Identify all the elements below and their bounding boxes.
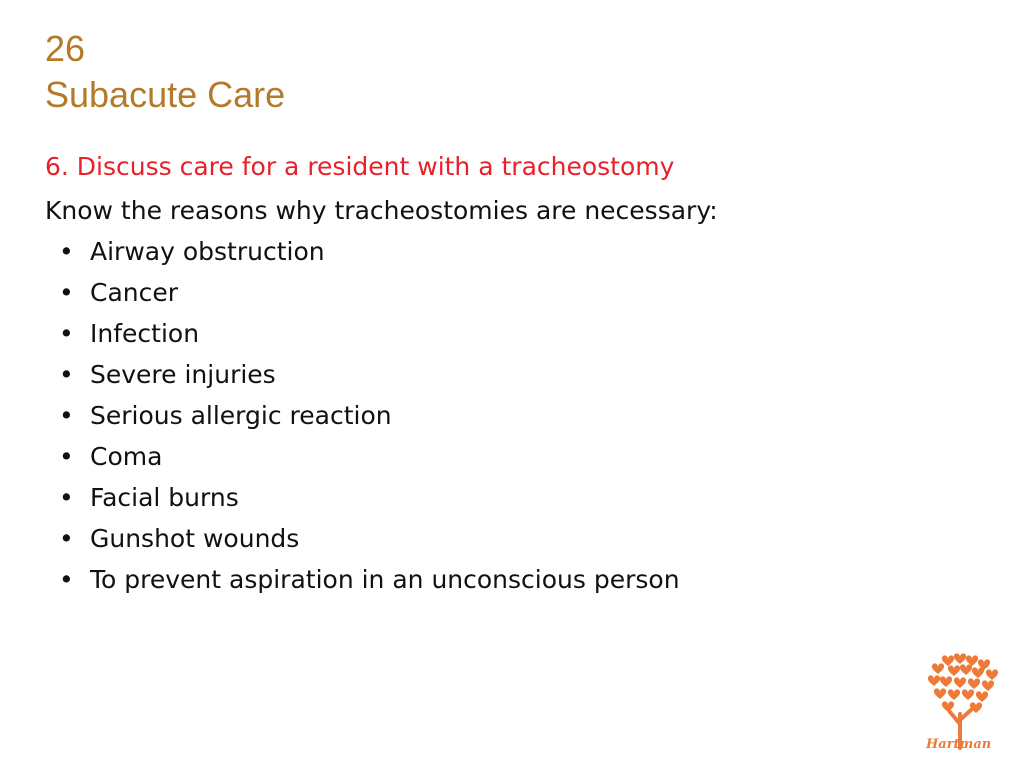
list-item-text: Airway obstruction (90, 237, 325, 266)
list-item-text: Severe injuries (90, 360, 276, 389)
bullet-icon: • (59, 565, 74, 594)
list-item-text: Facial burns (90, 483, 239, 512)
hartman-logo-text: Hartman (926, 737, 992, 752)
list-item-text: Infection (90, 319, 200, 348)
bullet-icon: • (59, 237, 74, 266)
bullet-icon: • (59, 278, 74, 307)
list-item (55, 524, 680, 565)
slide-title (45, 26, 285, 118)
list-item (55, 442, 680, 483)
bullet-icon: • (59, 483, 74, 512)
bullet-icon: • (59, 442, 74, 471)
list-item-text: Cancer (90, 278, 179, 307)
list-item-text: Gunshot wounds (90, 524, 300, 553)
list-item-text: Coma (90, 442, 163, 471)
intro-text: Know the reasons why tracheostomies are necessary: (45, 196, 718, 225)
list-item (55, 360, 680, 401)
bullet-icon: • (59, 524, 74, 553)
bullet-icon: • (59, 360, 74, 389)
list-item (55, 278, 680, 319)
list-item (55, 483, 680, 524)
learning-objective: 6. Discuss care for a resident with a tracheostomy (45, 152, 675, 181)
chapter-name: Subacute Care (45, 74, 286, 115)
list-item-text: Serious allergic reaction (90, 401, 392, 430)
list-item-text: To prevent aspiration in an unconscious person (90, 565, 680, 594)
list-item (55, 401, 680, 442)
list-item (55, 319, 680, 360)
chapter-number: 26 (45, 28, 86, 69)
list-item (55, 565, 680, 606)
reasons-list (55, 237, 680, 606)
bullet-icon: • (59, 401, 74, 430)
bullet-icon: • (59, 319, 74, 348)
list-item (55, 237, 680, 278)
